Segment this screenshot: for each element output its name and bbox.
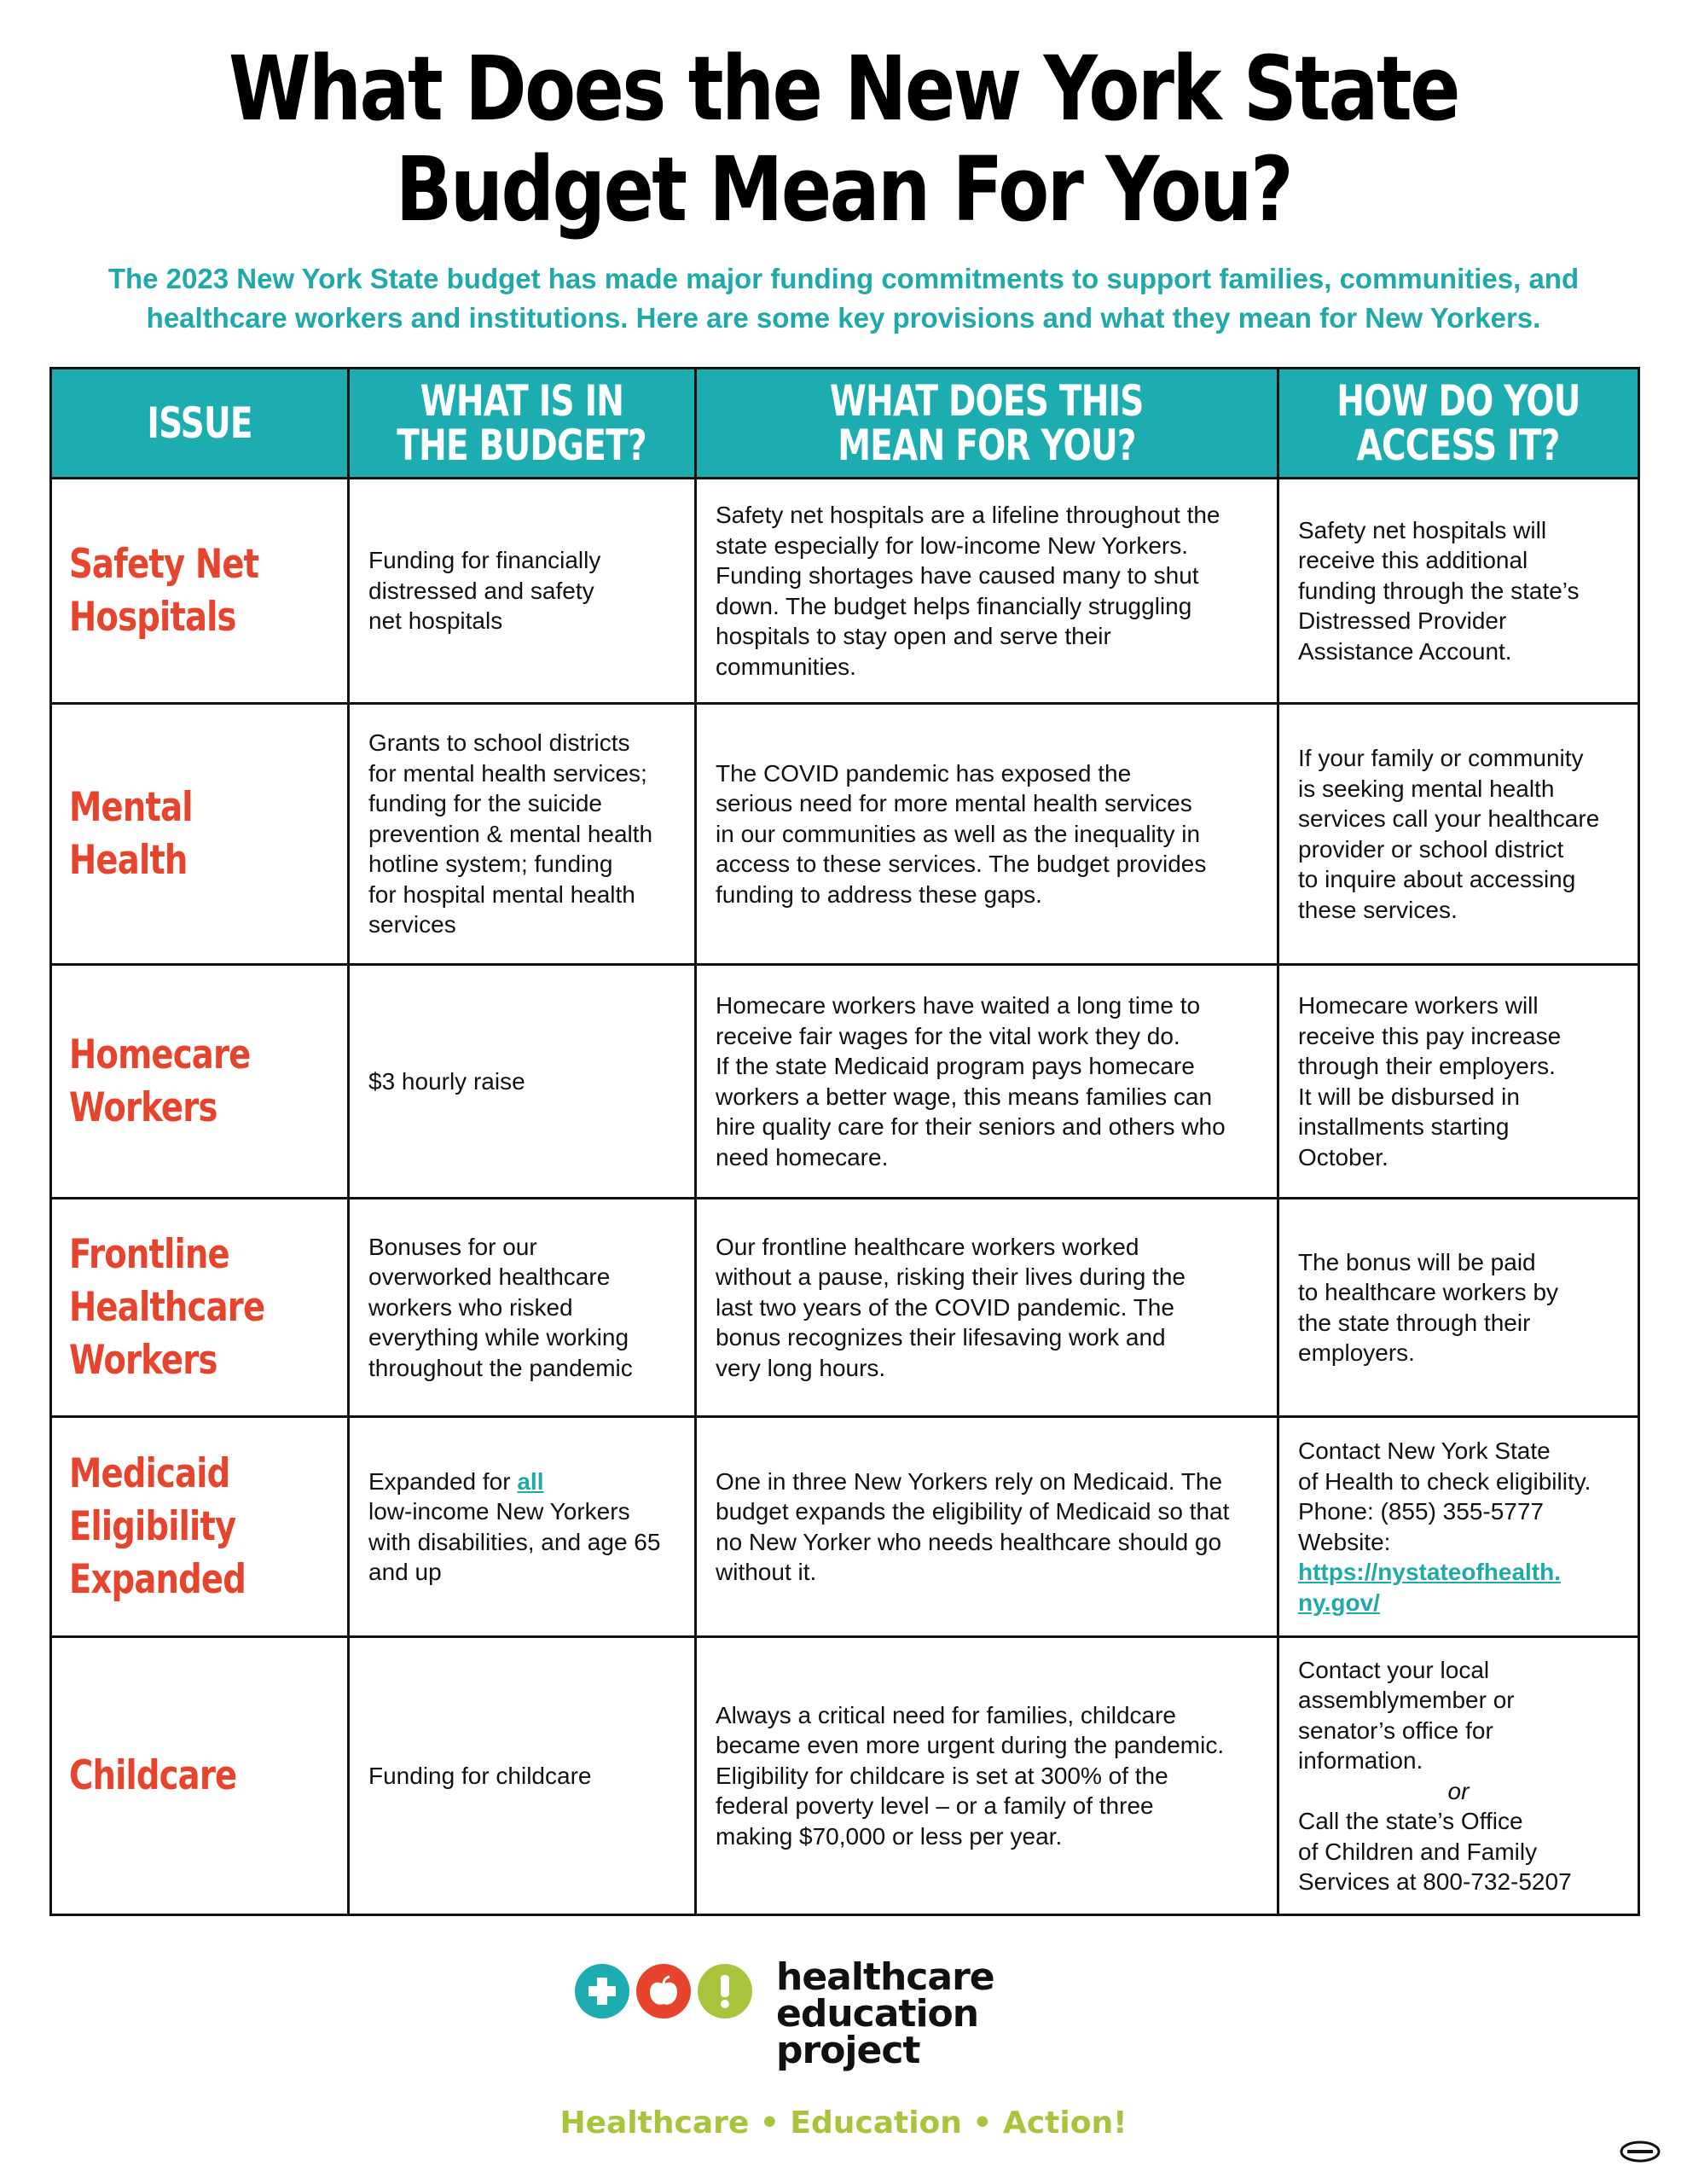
budget-cell (349, 965, 696, 1199)
meaning-cell (696, 704, 1278, 965)
access-text: The bonus will be paid to healthcare workers by the state through their employers. (1298, 1248, 1559, 1366)
access-cell (1278, 1637, 1639, 1915)
access-text-after: Call the state’s Office of Children and Family Services at 800-732-5207 (1298, 1808, 1572, 1895)
access-text (1298, 1655, 1619, 1897)
meaning-text: Safety net hospitals are a lifeline throughout the state especially for low-income New Yorkers. Funding shortages have caused many to shut down. The budget helps financially struggling hospitals to stay open and serve their communities. (716, 502, 1220, 680)
header-budget-line-2: THE BUDGET? (397, 421, 647, 470)
issue-line: Hospitals (69, 593, 236, 641)
header-budget-line-1: WHAT IS IN (420, 376, 624, 426)
all-link[interactable]: all (517, 1467, 544, 1495)
issue-cell (51, 1199, 349, 1417)
issue-line: Expanded (69, 1555, 246, 1603)
meaning-cell (696, 479, 1278, 704)
table-row (51, 965, 1639, 1199)
access-cell (1278, 1417, 1639, 1637)
healthcare-education-project-logo (575, 1955, 1189, 2090)
issue-line: Medicaid (69, 1449, 230, 1497)
header-access (1278, 369, 1639, 479)
page-subtitle-line-2: healthcare workers and institutions. Here are some key provisions and what they mean for New Yorkers. (146, 302, 1541, 334)
table-row (51, 704, 1639, 965)
access-text-before: Contact your local assemblymember or senator’s office for information. (1298, 1656, 1515, 1774)
budget-text-after: low-income New Yorkers with disabilities, and age 65 and up (368, 1498, 661, 1585)
budget-text: Funding for financially distressed and safety net hospitals (368, 547, 601, 635)
meaning-text: One in three New Yorkers rely on Medicaid. The budget expands the eligibility of Medicaid so that no New Yorker who needs healthcare should go without it. (716, 1467, 1230, 1585)
issue-line: Workers (69, 1083, 217, 1131)
issue-line: Frontline (69, 1230, 229, 1278)
access-text (1298, 1436, 1619, 1618)
issue-line: Childcare (69, 1751, 237, 1799)
logo-word: healthcare (776, 1955, 994, 1999)
header-access-line-1: HOW DO YOU (1336, 376, 1580, 426)
header-meaning (696, 369, 1278, 479)
exclamation-icon (698, 1964, 752, 2018)
meaning-text: Homecare workers have waited a long time to receive fair wages for the vital work they do. If the state Medicaid program pays homecare workers a better wage, this means families can hire quality care for their seniors and others who need homecare. (716, 992, 1226, 1170)
tagline: Healthcare • Education • Action! (559, 2106, 1128, 2140)
budget-table (49, 367, 1640, 1916)
budget-cell (349, 1417, 696, 1637)
meaning-text: Our frontline healthcare workers worked without a pause, risking their lives during the last two years of the COVID pandemic. The bonus recognizes their lifesaving work and very long hours. (716, 1233, 1186, 1381)
meaning-cell (696, 965, 1278, 1199)
issue-cell (51, 1417, 349, 1637)
issue-line: Safety Net (69, 540, 259, 588)
header-access-line-2: ACCESS IT? (1356, 421, 1560, 470)
table-row (51, 1417, 1639, 1637)
issue-cell (51, 1637, 349, 1915)
budget-text-before: Expanded for (368, 1467, 518, 1495)
table-row (51, 1199, 1639, 1417)
meaning-cell (696, 1417, 1278, 1637)
budget-cell (349, 1637, 696, 1915)
header-meaning-line-2: MEAN FOR YOU? (838, 421, 1136, 470)
budget-text: Funding for childcare (368, 1762, 592, 1789)
nystateofhealth-link[interactable]: https://nystateofhealth. ny.gov/ (1298, 1559, 1562, 1616)
meaning-cell (696, 1199, 1278, 1417)
access-cell (1278, 479, 1639, 704)
budget-cell (349, 479, 696, 704)
logo-wordmark (776, 1955, 994, 2072)
header-issue (51, 369, 349, 479)
page-title-line-1: What Does the New York State (229, 37, 1458, 141)
issue-line: Healthcare (69, 1283, 265, 1331)
page-title (135, 38, 1552, 240)
meaning-cell (696, 1637, 1278, 1915)
union-bug-icon (1619, 2140, 1661, 2164)
table-row (51, 479, 1639, 704)
header-budget (349, 369, 696, 479)
budget-text: $3 hourly raise (368, 1067, 525, 1095)
table-row (51, 1637, 1639, 1915)
issue-line: Eligibility (69, 1502, 236, 1550)
issue-line: Homecare (69, 1031, 251, 1078)
header-issue-line-1: ISSUE (147, 398, 252, 448)
access-cell (1278, 965, 1639, 1199)
budget-text: Grants to school districts for mental health services; funding for the suicide prevention & mental health hotline system; funding for hospital mental health services (368, 729, 653, 938)
meaning-text: The COVID pandemic has exposed the serious need for more mental health services in our communities as well as the inequality in access to these services. The budget provides funding to address these gaps. (716, 759, 1207, 908)
table-header-row (51, 369, 1639, 479)
plus-icon (575, 1964, 629, 2018)
budget-cell (349, 704, 696, 965)
issue-line: Health (69, 836, 188, 884)
issue-cell (51, 479, 349, 704)
apple-icon (636, 1964, 691, 2018)
budget-text (368, 1467, 675, 1588)
issue-cell (51, 965, 349, 1199)
page-subtitle (34, 259, 1653, 338)
header-meaning-line-1: WHAT DOES THIS (830, 376, 1144, 426)
page-subtitle-line-1: The 2023 New York State budget has made major funding commitments to support families, communities, and (107, 263, 1580, 294)
access-cell (1278, 704, 1639, 965)
budget-text: Bonuses for our overworked healthcare workers who risked everything while working throughout the pandemic (368, 1233, 633, 1381)
access-cell (1278, 1199, 1639, 1417)
issue-line: Mental (69, 783, 193, 831)
logo-word: project (776, 2029, 920, 2072)
budget-cell (349, 1199, 696, 1417)
page-title-line-2: Budget Mean For You? (395, 137, 1292, 241)
access-text: If your family or community is seeking mental health services call your healthcare provider or school district to inquire about accessing these services. (1298, 745, 1600, 923)
issue-line: Workers (69, 1336, 217, 1384)
issue-cell (51, 704, 349, 965)
access-text: Safety net hospitals will receive this additional funding through the state’s Distressed Provider Assistance Account. (1298, 516, 1580, 665)
meaning-text: Always a critical need for families, childcare became even more urgent during the pandemic. Eligibility for childcare is set at 300% of the federal poverty level – or a family of three making $70,000 or less per year. (716, 1701, 1225, 1850)
logo-word: education (776, 1992, 979, 2036)
or-separator: or (1447, 1777, 1470, 1804)
access-text-before: Contact New York State of Health to check eligibility. Phone: (855) 355-5777 Website: (1298, 1438, 1591, 1555)
access-text: Homecare workers will receive this pay increase through their employers. It will be disbursed in installments starting October. (1298, 992, 1562, 1170)
